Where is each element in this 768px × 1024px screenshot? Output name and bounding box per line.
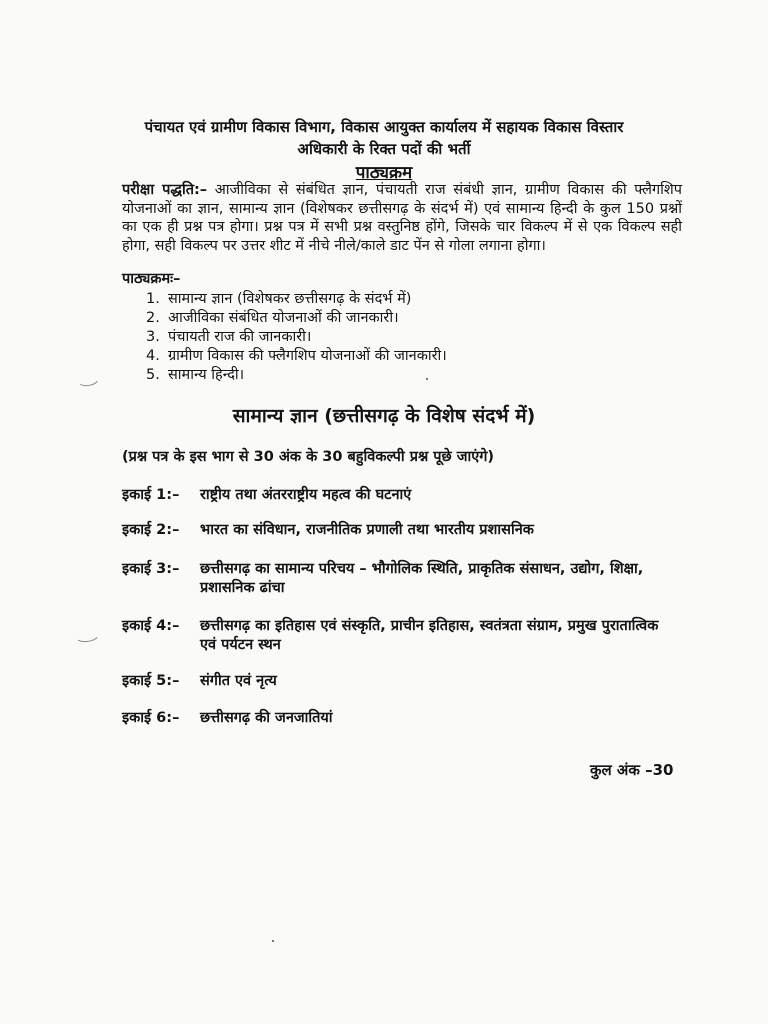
unit-label: इकाई 1:– xyxy=(122,487,180,503)
syllabus-heading: पाठ्यक्रम xyxy=(355,163,413,183)
unit-row xyxy=(122,521,660,540)
list-item xyxy=(146,347,447,366)
section-note: (प्रश्न पत्र के इस भाग से 30 अंक के 30 बहुविकल्पी प्रश्न पूछे जाएंगे) xyxy=(122,449,495,465)
scan-speck xyxy=(426,378,428,380)
list-item-number: 1. xyxy=(146,291,160,307)
list-item-number: 4. xyxy=(146,348,160,364)
syllabus-list xyxy=(146,290,447,385)
unit-text: भारत का संविधान, राजनीतिक प्रणाली तथा भारतीय प्रशासनिक xyxy=(200,522,534,538)
exam-method-paragraph xyxy=(122,181,682,255)
exam-method-text: आजीविका से संबंधित ज्ञान, पंचायती राज संबंधी ज्ञान, ग्रामीण विकास की फ्लैगशिप योजनाओं का ज्ञान, सामान्य ज्ञान (विशेषकर छत्तीसगढ़ के संदर्भ में) एवं सामान्य हिन्दी के कुल 150 प्रश्नों का एक ही प्रश्न पत्र होगा। प्रश्न पत्र में सभी प्रश्न वस्तुनिष्ठ होंगे, जिसके चार विकल्प में से एक विकल्प सही होगा, सही विकल्प पर उत्तर शीट में नीचे नीले/काले डाट पेंन से गोला लगाना होगा। xyxy=(122,182,683,254)
unit-text: संगीत एवं नृत्य xyxy=(200,673,277,689)
section-title: सामान्य ज्ञान (छत्तीसगढ़ के विशेष संदर्भ में) xyxy=(232,405,536,427)
unit-text: राष्ट्रीय तथा अंतरराष्ट्रीय महत्व की घटनाएं xyxy=(200,487,412,503)
unit-row xyxy=(122,486,660,505)
unit-text: छत्तीसगढ़ की जनजातियां xyxy=(200,710,333,726)
list-item-text: सामान्य ज्ञान (विशेषकर छत्तीसगढ़ के संदर्भ में) xyxy=(168,291,412,307)
unit-row xyxy=(122,709,660,728)
document-title-line-1: पंचायत एवं ग्रामीण विकास विभाग, विकास आयुक्त कार्यालय में सहायक विकास विस्तार xyxy=(144,118,624,136)
scan-speck xyxy=(272,940,274,942)
syllabus-label: पाठ्यक्रमः– xyxy=(122,271,181,287)
list-item xyxy=(146,290,447,309)
exam-method-label: परीक्षा पद्धति:– xyxy=(122,182,208,198)
unit-row xyxy=(122,560,660,598)
total-marks: कुल अंक –30 xyxy=(590,761,674,779)
list-item-text: आजीविका संबंधित योजनाओं की जानकारी। xyxy=(168,310,399,326)
punch-hole-mark xyxy=(75,368,101,388)
list-item-text: ग्रामीण विकास की फ्लैगशिप योजनाओं की जानकारी। xyxy=(168,348,447,364)
unit-text: छत्तीसगढ़ का सामान्य परिचय – भौगोलिक स्थिति, प्राकृतिक संसाधन, उद्योग, शिक्षा, प्रशासनिक ढांचा xyxy=(200,561,644,596)
unit-row xyxy=(122,617,660,655)
punch-hole-mark xyxy=(73,624,101,643)
unit-label: इकाई 3:– xyxy=(122,561,180,577)
list-item-text: पंचायती राज की जानकारी। xyxy=(168,329,312,345)
unit-text: छत्तीसगढ़ का इतिहास एवं संस्कृति, प्राचीन इतिहास, स्वतंत्रता संग्राम, प्रमुख पुरातात्विक एवं पर्यटन स्थन xyxy=(200,618,659,653)
unit-label: इकाई 5:– xyxy=(122,673,180,689)
list-item-number: 3. xyxy=(146,329,160,345)
list-item xyxy=(146,328,447,347)
document-title-line-2: अधिकारी के रिक्त पदों की भर्ती xyxy=(297,140,471,158)
unit-label: इकाई 4:– xyxy=(122,618,180,634)
unit-label: इकाई 2:– xyxy=(122,522,180,538)
list-item xyxy=(146,309,447,328)
unit-label: इकाई 6:– xyxy=(122,710,180,726)
unit-row xyxy=(122,672,660,691)
list-item-text: सामान्य हिन्दी। xyxy=(168,367,245,383)
list-item xyxy=(146,366,447,385)
list-item-number: 5. xyxy=(146,367,160,383)
list-item-number: 2. xyxy=(146,310,160,326)
